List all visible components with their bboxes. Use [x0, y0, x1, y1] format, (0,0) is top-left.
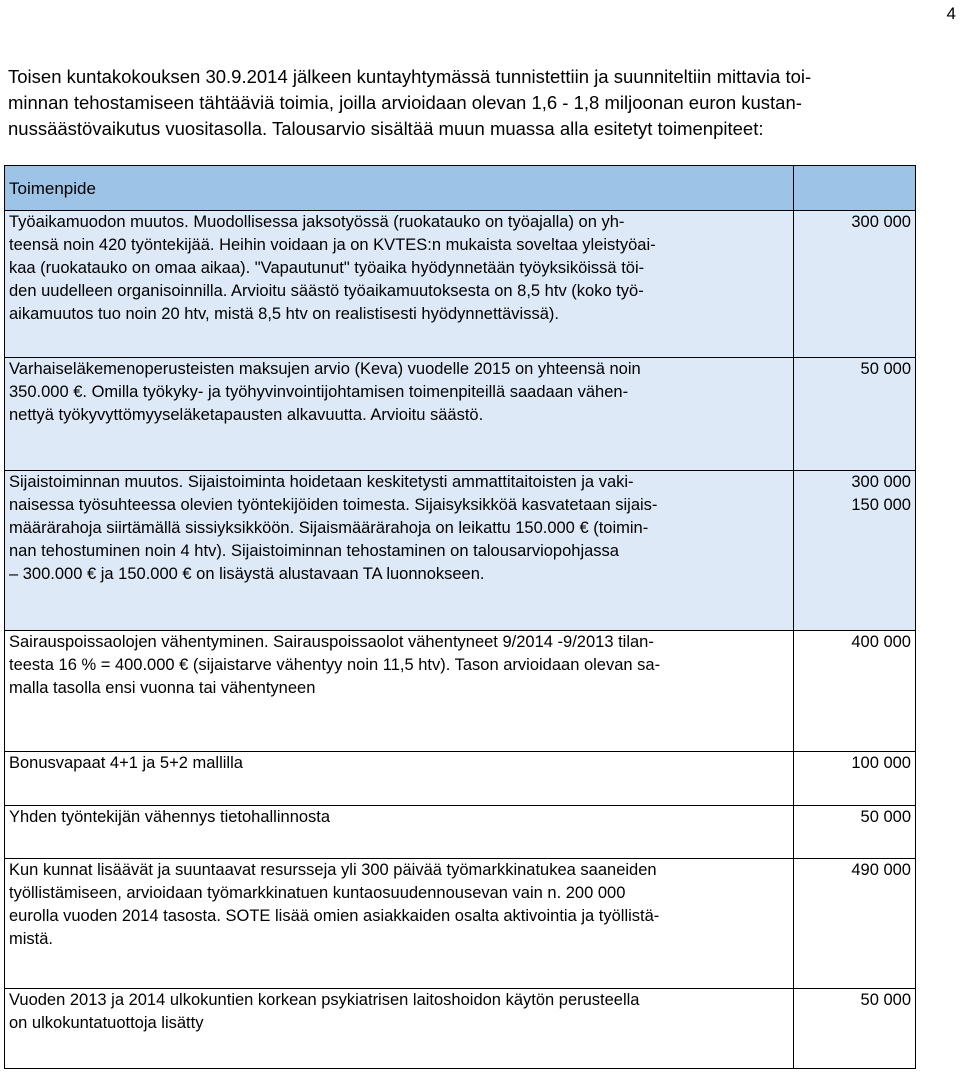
saving-amount: 490 000: [794, 859, 916, 989]
description-line: teensä noin 420 työntekijää. Heihin voidaan ja on KVTES:n mukaista soveltaa yleistyöai-: [9, 236, 656, 254]
table-row: [5, 358, 916, 471]
description-line: Työaikamuodon muutos. Muodollisessa jaksotyössä (ruokatauko on työajalla) on yh-: [9, 213, 625, 231]
intro-paragraph: [8, 64, 956, 142]
intro-line: Toisen kuntakokouksen 30.9.2014 jälkeen kuntayhtymässä tunnistettiin ja suunniteltiin mittavia toi-: [8, 66, 812, 87]
description-line: Bonusvapaat 4+1 ja 5+2 mallilla: [9, 754, 243, 772]
table-row: [5, 471, 916, 631]
measures-table: [4, 165, 916, 1069]
measure-description: [5, 358, 794, 471]
measure-description: [5, 752, 794, 806]
header-measure-label: Toimenpide: [5, 166, 794, 211]
description-line: aikamuutos tuo noin 20 htv, mistä 8,5 htv on realistisesti hyödynnettävissä).: [9, 305, 559, 323]
saving-amount: 100 000: [794, 752, 916, 806]
description-line: kaa (ruokatauko on omaa aikaa). "Vapautunut" työaika hyödynnetään työyksiköissä töi-: [9, 259, 645, 277]
measure-description: [5, 859, 794, 989]
description-line: määrärahoja siirtämällä sissiyksikköön. Sijaismäärärahoja on leikattu 150.000 € (toimin-: [9, 519, 649, 537]
description-line: nettyä työkyvyttömyyseläketapausten alkavuutta. Arvioitu säästö.: [9, 406, 484, 424]
description-line: malla tasolla ensi vuonna tai vähentyneen: [9, 679, 316, 697]
description-line: Kun kunnat lisäävät ja suuntaavat resursseja yli 300 päivää työmarkkinatukea saaneiden: [9, 861, 657, 879]
description-line: den uudelleen organisoinnilla. Arvioitu säästö työaikamuutoksesta on 8,5 htv (koko työ-: [9, 282, 644, 300]
measure-description: [5, 471, 794, 631]
measure-description: [5, 631, 794, 752]
description-line: Sijaistoiminnan muutos. Sijaistoiminta hoidetaan keskitetysti ammattitaitoisten ja vaki-: [9, 473, 634, 491]
intro-line: nussäästövaikutus vuositasolla. Talousarvio sisältää muun muassa alla esitetyt toimenpiteet:: [8, 118, 764, 139]
description-line: nan tehostuminen noin 4 htv). Sijaistoiminnan tehostaminen on talousarviopohjassa: [9, 542, 619, 560]
table-header-row: [5, 166, 916, 211]
description-line: eurolla vuoden 2014 tasosta. SOTE lisää omien asiakkaiden osalta aktivointia ja työllistä-: [9, 907, 660, 925]
description-line: – 300.000 € ja 150.000 € on lisäystä alustavaan TA luonnokseen.: [9, 565, 485, 583]
table-row: [5, 859, 916, 989]
saving-amount: 300 000: [794, 211, 916, 358]
description-line: naisessa työsuhteessa olevien työntekijöiden toimesta. Sijaisyksikköä kasvatetaan sijais-: [9, 496, 658, 514]
description-line: Yhden työntekijän vähennys tietohallinnosta: [9, 808, 331, 826]
saving-amount: 50 000: [794, 989, 916, 1069]
saving-amount: 50 000: [794, 358, 916, 471]
saving-amount: 300 000 150 000: [794, 471, 916, 631]
description-line: Sairauspoissaolojen vähentyminen. Sairauspoissaolot vähentyneet 9/2014 -9/2013 tilan-: [9, 633, 654, 651]
description-line: työllistämiseen, arvioidaan työmarkkinatuen kuntaosuudennousevan vain n. 200 000: [9, 884, 626, 902]
description-line: on ulkokuntatuottoja lisätty: [9, 1014, 204, 1032]
description-line: Varhaiseläkemenoperusteisten maksujen arvio (Keva) vuodelle 2015 on yhteensä noin: [9, 360, 641, 378]
measure-description: [5, 989, 794, 1069]
table-row: [5, 211, 916, 358]
measure-description: [5, 211, 794, 358]
table-row: [5, 752, 916, 806]
page-number: 4: [946, 4, 956, 23]
measure-description: [5, 806, 794, 859]
description-line: Vuoden 2013 ja 2014 ulkokuntien korkean psykiatrisen laitoshoidon käytön perusteella: [9, 991, 640, 1009]
description-line: teesta 16 % = 400.000 € (sijaistarve vähentyy noin 11,5 htv). Tason arvioidaan olevan sa-: [9, 656, 661, 674]
saving-amount: 50 000: [794, 806, 916, 859]
table-row: [5, 631, 916, 752]
header-value-cell: [794, 166, 916, 211]
intro-line: minnan tehostamiseen tähtääviä toimia, joilla arvioidaan olevan 1,6 - 1,8 miljoonan euron kustan-: [8, 92, 802, 113]
table-row: [5, 989, 916, 1069]
description-line: 350.000 €. Omilla työkyky- ja työhyvinvointijohtamisen toimenpiteillä saadaan vähen-: [9, 383, 629, 401]
saving-amount: 400 000: [794, 631, 916, 752]
description-line: mistä.: [9, 930, 54, 948]
table-row: [5, 806, 916, 859]
